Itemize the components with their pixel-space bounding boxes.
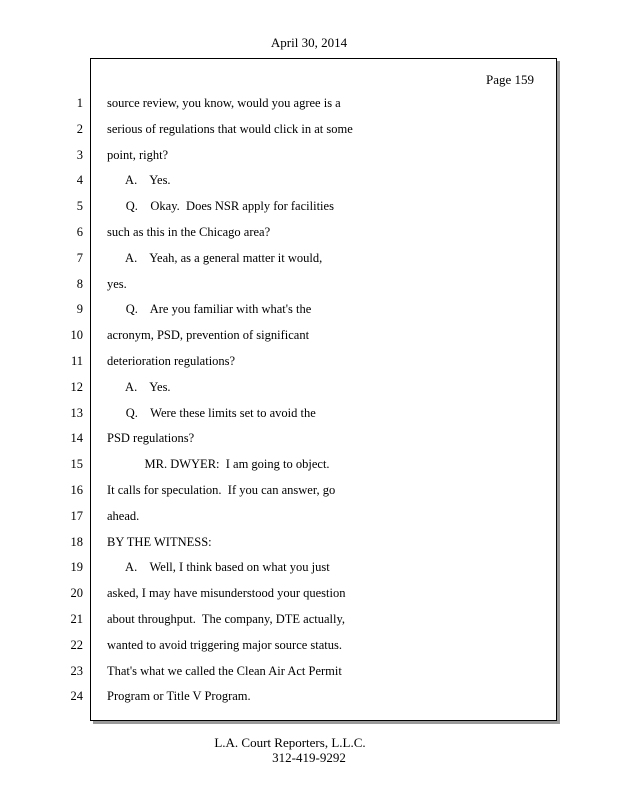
line-number: 5 (76, 199, 83, 214)
line-text: ahead. (107, 508, 140, 523)
line-number: 22 (70, 637, 83, 652)
transcript-line (0, 145, 618, 165)
transcript-line (0, 428, 618, 448)
line-text: about throughput. The company, DTE actually, (107, 612, 346, 626)
footer-phone: 312-419-9292 (272, 750, 346, 765)
transcript-line (0, 506, 618, 526)
transcript-line (0, 403, 618, 423)
line-text: source review, you know, would you agree is a (107, 96, 341, 110)
transcript-line (0, 661, 618, 681)
line-number: 16 (70, 483, 83, 497)
line-number: 20 (70, 586, 83, 601)
line-text: Q. Okay. Does NSR apply for facilities (107, 199, 334, 214)
line-text: deterioration regulations? (107, 354, 236, 368)
transcript-line (0, 635, 618, 655)
transcript-line (0, 325, 618, 345)
line-number: 1 (76, 96, 83, 110)
transcript-line (0, 93, 618, 113)
line-number: 24 (70, 689, 83, 704)
line-text: Program or Title V Program. (107, 689, 251, 704)
line-text: BY THE WITNESS: (107, 534, 212, 549)
transcript-line (0, 274, 618, 294)
line-number: 19 (70, 560, 83, 575)
footer-company: L.A. Court Reporters, L.L.C. (214, 735, 366, 750)
line-number: 18 (70, 534, 83, 549)
line-number: 10 (70, 328, 83, 343)
line-text: That's what we called the Clean Air Act Permit (107, 663, 342, 678)
transcript-line (0, 170, 618, 190)
line-text: such as this in the Chicago area? (107, 225, 271, 239)
line-text: serious of regulations that would click in at some (107, 121, 353, 136)
line-number: 17 (70, 508, 83, 523)
line-text: MR. DWYER: I am going to object. (107, 457, 330, 472)
line-number: 3 (76, 147, 83, 162)
transcript-line (0, 299, 618, 319)
line-number: 9 (76, 302, 83, 317)
transcript-line (0, 196, 618, 216)
line-text: A. Yeah, as a general matter it would, (107, 250, 323, 265)
line-text: wanted to avoid triggering major source status. (107, 637, 343, 652)
line-text: PSD regulations? (107, 431, 195, 446)
line-number: 7 (76, 250, 83, 265)
transcript-line (0, 557, 618, 577)
line-number: 23 (70, 663, 83, 678)
line-number: 8 (76, 276, 83, 291)
transcript-line (0, 454, 618, 474)
line-number: 15 (70, 457, 83, 472)
transcript-line (0, 480, 618, 500)
line-text: A. Yes. (107, 173, 171, 188)
header-date: April 30, 2014 (270, 35, 348, 50)
line-text: yes. (107, 276, 127, 291)
line-text: Q. Are you familiar with what's the (107, 302, 312, 317)
transcript-line (0, 532, 618, 552)
line-number: 14 (70, 431, 83, 446)
transcript-line (0, 583, 618, 603)
line-number: 4 (76, 173, 83, 188)
line-text: A. Yes. (107, 379, 171, 394)
line-text: Q. Were these limits set to avoid the (107, 405, 316, 420)
transcript-line (0, 248, 618, 268)
line-number: 6 (76, 225, 83, 239)
transcript-line (0, 119, 618, 139)
page-number: Page 159 (485, 72, 534, 87)
line-number: 2 (76, 121, 83, 136)
transcript-line (0, 609, 618, 629)
line-text: acronym, PSD, prevention of significant (107, 328, 310, 343)
line-number: 11 (70, 354, 83, 368)
line-text: A. Well, I think based on what you just (107, 560, 330, 575)
line-text: point, right? (107, 147, 169, 162)
line-text: asked, I may have misunderstood your question (107, 586, 346, 601)
transcript-line (0, 351, 618, 371)
line-number: 13 (70, 405, 83, 420)
line-number: 12 (70, 379, 83, 394)
line-text: It calls for speculation. If you can answer, go (107, 483, 336, 497)
transcript-line (0, 377, 618, 397)
transcript-line (0, 686, 618, 706)
line-number: 21 (70, 612, 83, 626)
transcript-line (0, 222, 618, 242)
